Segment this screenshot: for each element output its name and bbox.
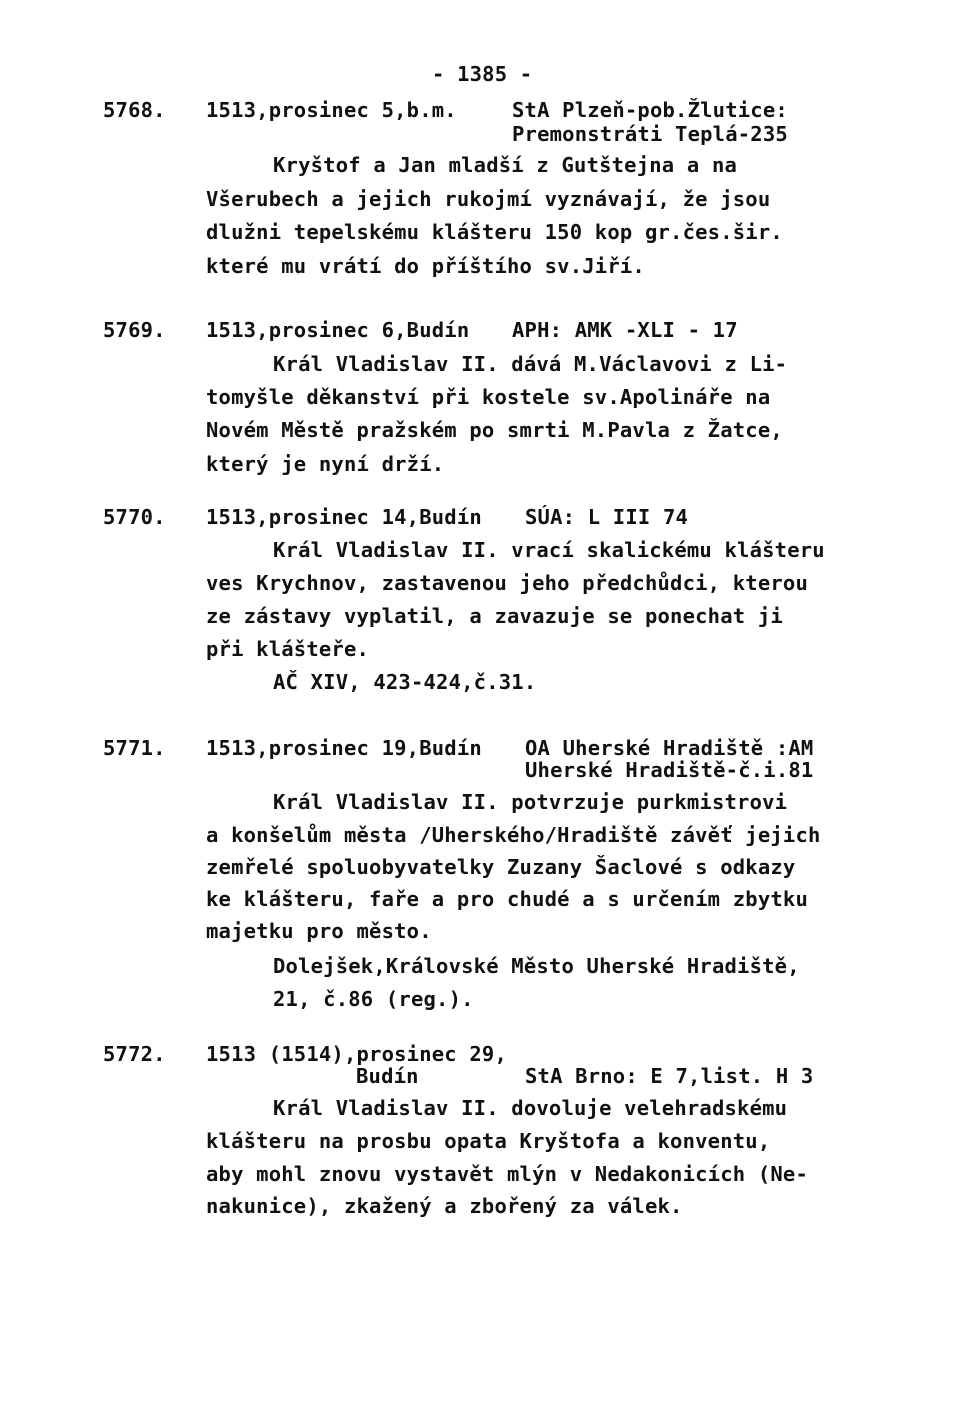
entry-text-line: klášteru na prosbu opata Kryštofa a konventu, bbox=[206, 1129, 771, 1153]
entry-number: 5772. bbox=[103, 1042, 166, 1066]
entry-source: APH: AMK -XLI - 17 bbox=[512, 318, 738, 342]
entry-date: 1513 (1514),prosinec 29, bbox=[206, 1042, 508, 1066]
entry-text-line: který je nyní drží. bbox=[206, 452, 445, 476]
entry-reference: 21, č.86 (reg.). bbox=[273, 987, 474, 1011]
entry-text-line: při klášteře. bbox=[206, 637, 370, 661]
entry-source: SÚA: L III 74 bbox=[525, 505, 689, 529]
entry-text-line: Král Vladislav II. potvrzuje purkmistrovi bbox=[273, 790, 788, 814]
entry-reference: Dolejšek,Královské Město Uherské Hradiště, bbox=[273, 954, 800, 978]
entry-text-line: aby mohl znovu vystavět mlýn v Nedakonicích (Ne- bbox=[206, 1162, 809, 1186]
entry-text-line: a konšelům města /Uherského/Hradiště závěť jejich bbox=[206, 823, 821, 847]
entry-text-line: Král Vladislav II. dovoluje velehradskému bbox=[273, 1096, 788, 1120]
entry-number: 5769. bbox=[103, 318, 166, 342]
page-number: - 1385 - bbox=[432, 62, 533, 86]
entry-date: 1513,prosinec 19,Budín bbox=[206, 736, 482, 760]
entry-source: OA Uherské Hradiště :AM bbox=[525, 736, 814, 760]
entry-text-line: Král Vladislav II. dává M.Václavovi z Li- bbox=[273, 352, 788, 376]
entry-text-line: Kryštof a Jan mladší z Gutštejna a na bbox=[273, 153, 738, 177]
entry-text-line: které mu vrátí do příštího sv.Jiří. bbox=[206, 254, 645, 278]
entry-text-line: zemřelé spoluobyvatelky Zuzany Šaclové s odkazy bbox=[206, 855, 796, 879]
entry-text-line: ze zástavy vyplatil, a zavazuje se ponechat ji bbox=[206, 604, 783, 628]
entry-number: 5771. bbox=[103, 736, 166, 760]
entry-text-line: tomyšle děkanství při kostele sv.Apolináře na bbox=[206, 385, 771, 409]
entry-date: 1513,prosinec 5,b.m. bbox=[206, 98, 457, 122]
entry-text-line: Král Vladislav II. vrací skalickému klášteru bbox=[273, 538, 825, 562]
entry-date: 1513,prosinec 14,Budín bbox=[206, 505, 482, 529]
entry-number: 5770. bbox=[103, 505, 166, 529]
entry-source: Premonstráti Teplá-235 bbox=[512, 122, 788, 146]
entry-text-line: Všerubech a jejich rukojmí vyznávají, že jsou bbox=[206, 187, 771, 211]
entry-text-line: majetku pro město. bbox=[206, 919, 432, 943]
entry-text-line: nakunice), zkažený a zbořený za válek. bbox=[206, 1194, 683, 1218]
entry-date: 1513,prosinec 6,Budín bbox=[206, 318, 470, 342]
entry-date-place: Budín bbox=[356, 1064, 419, 1088]
entry-text-line: Novém Městě pražském po smrti M.Pavla z Žatce, bbox=[206, 418, 783, 442]
entry-number: 5768. bbox=[103, 98, 166, 122]
entry-source: Uherské Hradiště-č.i.81 bbox=[525, 758, 814, 782]
entry-source: StA Brno: E 7,list. H 3 bbox=[525, 1064, 814, 1088]
entry-text-line: ves Krychnov, zastavenou jeho předchůdci, kterou bbox=[206, 571, 809, 595]
entry-reference: AČ XIV, 423-424,č.31. bbox=[273, 670, 537, 694]
entry-source: StA Plzeň-pob.Žlutice: bbox=[512, 98, 788, 122]
entry-text-line: ke klášteru, faře a pro chudé a s určením zbytku bbox=[206, 887, 809, 911]
entry-text-line: dlužni tepelskému klášteru 150 kop gr.čes.šir. bbox=[206, 220, 783, 244]
